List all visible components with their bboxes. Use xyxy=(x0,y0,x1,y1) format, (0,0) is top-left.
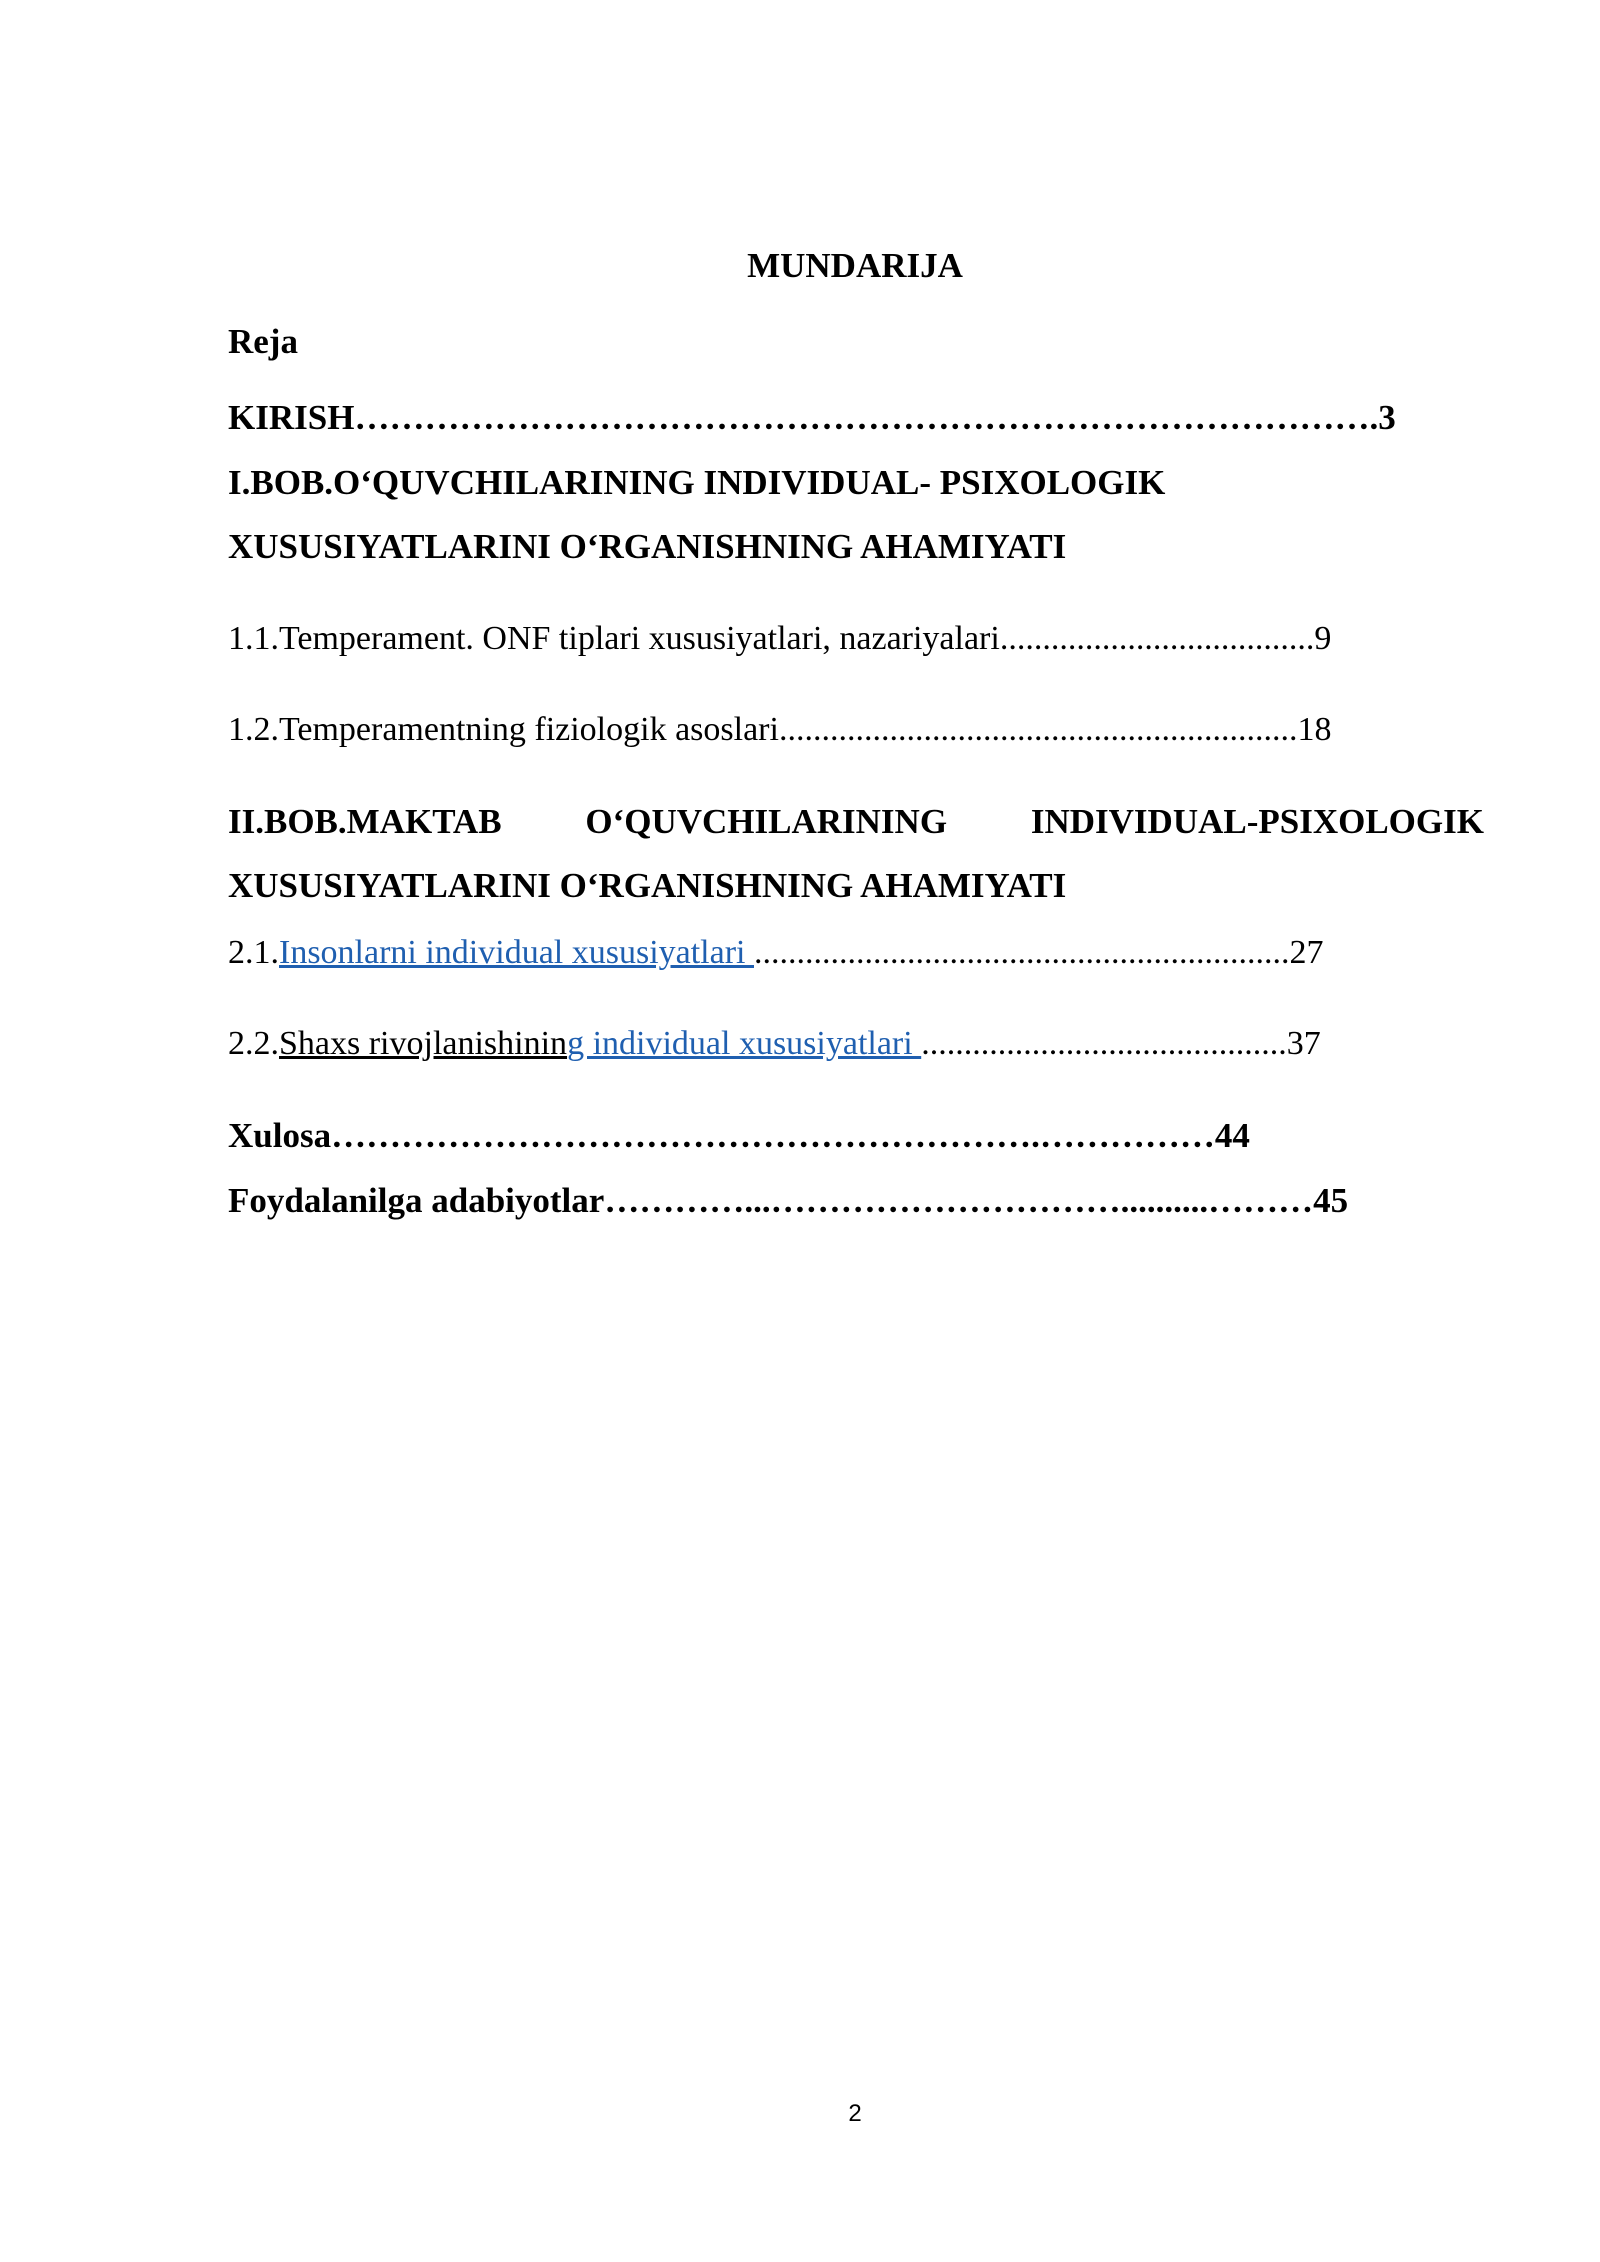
toc-page-number: 27 xyxy=(1289,934,1324,971)
chapter2-word: O‘QUVCHILARINING xyxy=(585,802,948,841)
toc-page-number: 3 xyxy=(1378,398,1396,437)
toc-leader: ........................................... xyxy=(921,1025,1287,1062)
chapter2-heading-line2: XUSUSIYATLARINI O‘RGANISHNING AHAMIYATI xyxy=(228,866,1067,905)
toc-entry-2-2[interactable] xyxy=(228,1025,1321,1063)
chapter2-word: II.BOB.MAKTAB xyxy=(228,802,502,841)
chapter2-heading-line1 xyxy=(228,802,1484,842)
toc-leader: …………...…………………………..........……… xyxy=(604,1181,1314,1220)
toc-entry-adabiyotlar[interactable] xyxy=(228,1181,1348,1221)
toc-page-number: 45 xyxy=(1313,1181,1349,1220)
toc-label: 1.2.Temperamentning fiziologik asoslari xyxy=(228,711,779,748)
toc-entry-xulosa[interactable] xyxy=(228,1116,1250,1156)
chapter1-heading-line1: I.BOB.O‘QUVCHILARINING INDIVIDUAL- PSIXOLOGIK xyxy=(228,463,1166,502)
toc-label: KIRISH xyxy=(228,398,355,437)
toc-leader: ............................................................. xyxy=(778,711,1298,748)
toc-label: Xulosa xyxy=(228,1116,332,1155)
toc-link[interactable]: Insonlarni individual xususiyatlari xyxy=(279,934,754,971)
page-number: 2 xyxy=(848,2100,862,2127)
toc-leader: ……………………………………………………………………………. xyxy=(354,398,1379,437)
chapter2-word: INDIVIDUAL-PSIXOLOGIK xyxy=(1030,802,1484,841)
toc-prefix: 2.1. xyxy=(228,934,279,971)
toc-page-number: 9 xyxy=(1314,620,1332,657)
toc-label: Foydalanilga adabiyotlar xyxy=(228,1181,605,1220)
toc-leader: ............................................................... xyxy=(754,934,1290,971)
toc-entry-1-2[interactable] xyxy=(228,711,1331,749)
toc-leader: …………………………………………………….…………… xyxy=(331,1116,1215,1155)
toc-entry-1-1[interactable] xyxy=(228,620,1331,658)
toc-label: 1.1.Temperament. ONF tiplari xususiyatlari, nazariyalari xyxy=(228,620,1000,657)
toc-page-number: 37 xyxy=(1286,1025,1321,1062)
toc-entry-2-1[interactable] xyxy=(228,934,1324,972)
reja-heading: Reja xyxy=(228,322,298,361)
toc-underlined-text[interactable]: Shaxs rivojlanishinin xyxy=(279,1025,568,1062)
page-title: MUNDARIJA xyxy=(747,246,963,285)
chapter1-heading-line2: XUSUSIYATLARINI O‘RGANISHNING AHAMIYATI xyxy=(228,527,1067,566)
toc-link[interactable]: g individual xususiyatlari xyxy=(567,1025,922,1062)
toc-leader: ..................................... xyxy=(999,620,1315,657)
toc-page-number: 18 xyxy=(1297,711,1332,748)
toc-page-number: 44 xyxy=(1214,1116,1250,1155)
toc-prefix: 2.2. xyxy=(228,1025,279,1062)
toc-entry-kirish[interactable] xyxy=(228,398,1396,438)
